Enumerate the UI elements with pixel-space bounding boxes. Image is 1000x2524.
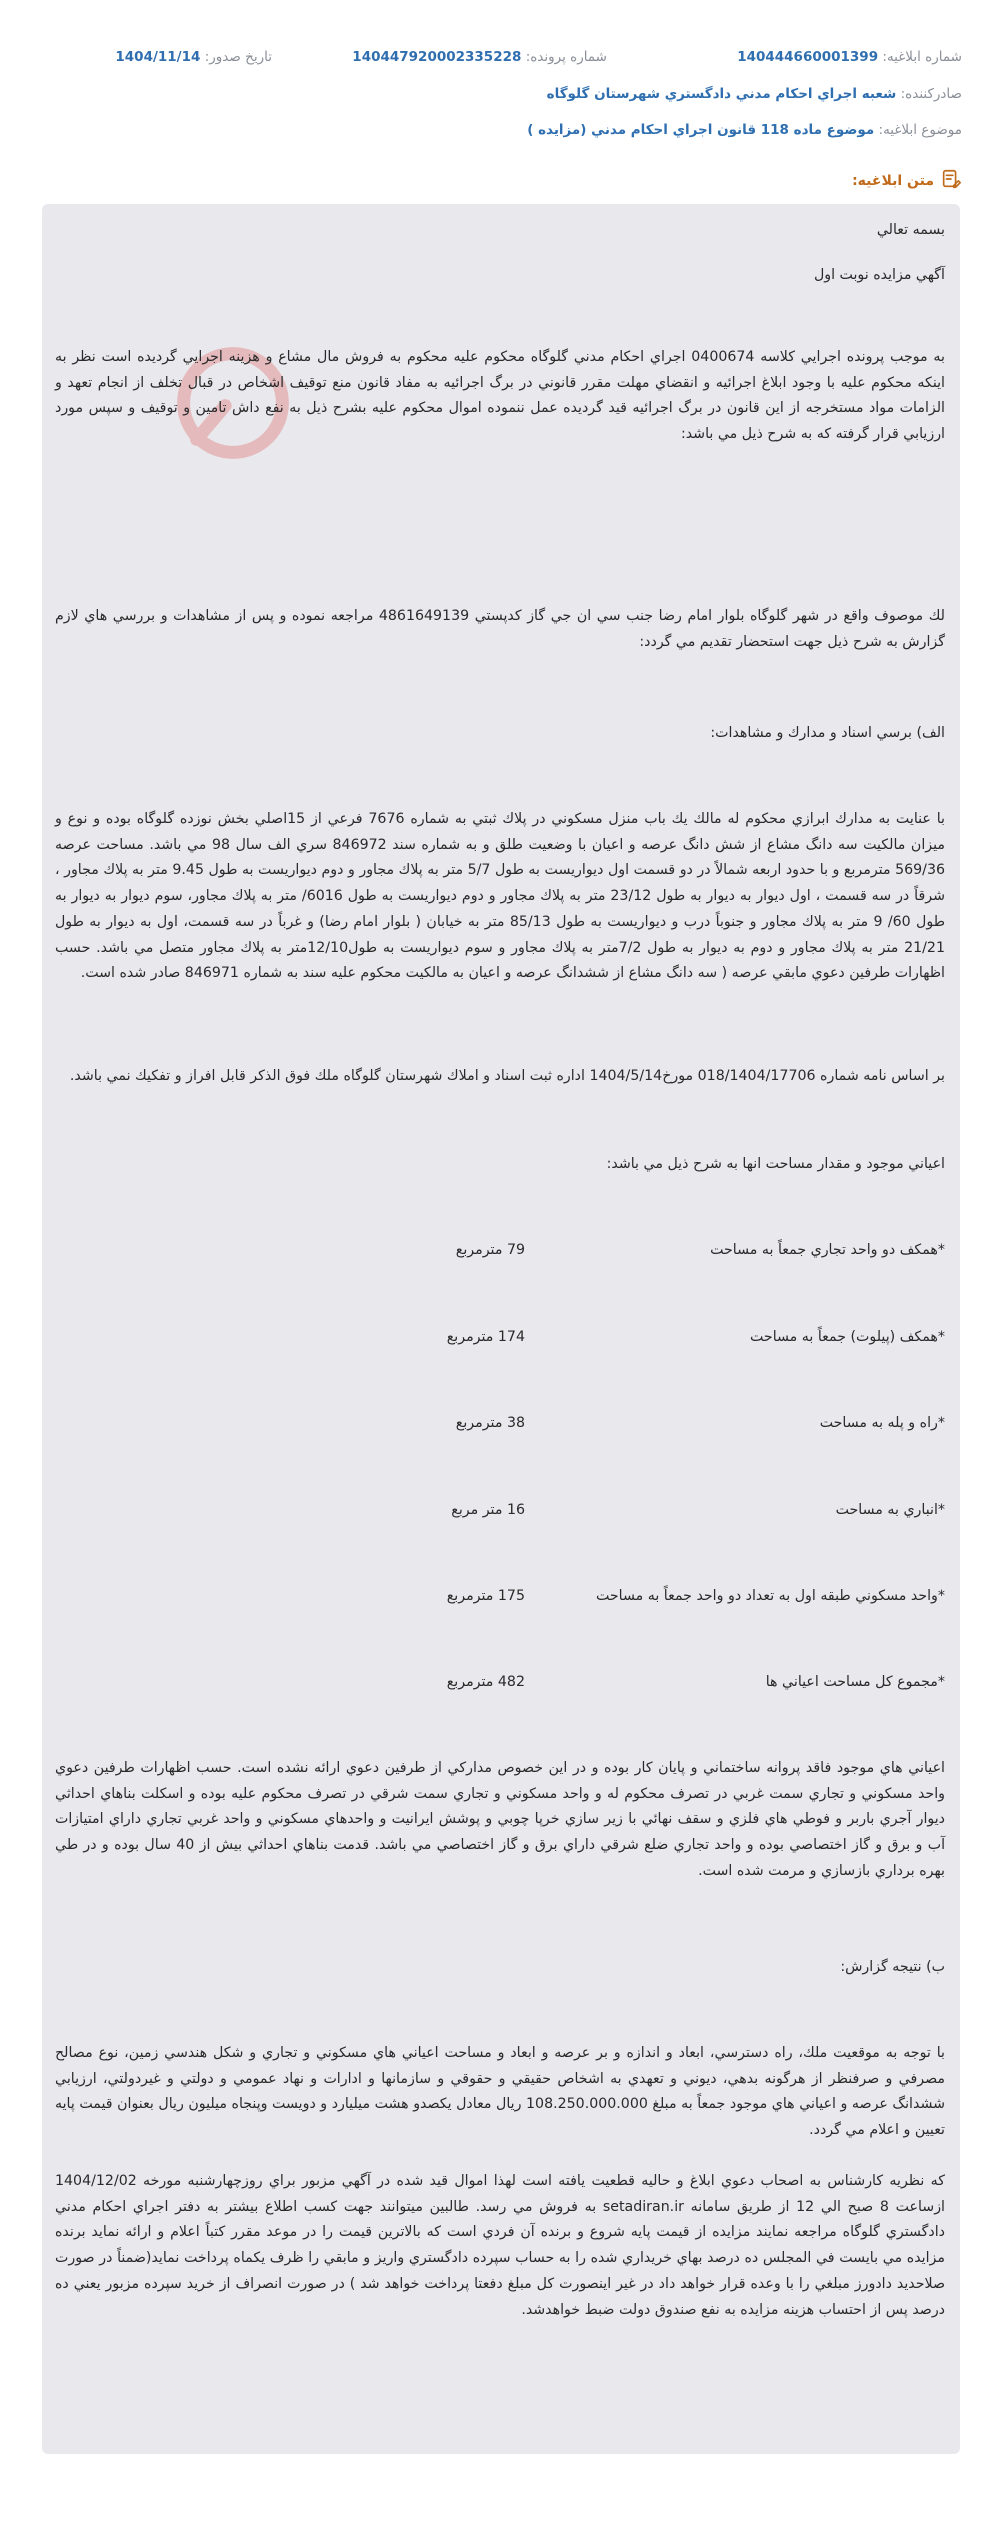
notice-number-label: شماره ابلاغيه: [882,49,962,65]
paragraph-valuation: با توجه به موقعيت ملك، راه دسترسي، ابعاد و اندازه و بر عرصه و ابعاد و مساحت اعياني هاي مسكوني و تجاري و شكل هندسي زمين، نوع مصالح مصرفي و صرفنظر از هرگونه بدهي، ديوني و تعهدي به اشخاص حقيقي و حقوقي و سازمانها و ادارات و نهاد عمومي و دولتي و غيردولتي، ارزيابي ششدانگ عرصه و اعياني هاي موجود جمعاً به مبلغ 108.250.000.000 ريال معادل يكصدو هشت ميليارد و دويست وپنجاه ميليون ريال بعنوان قيمت پايه تعيين و اعلام مي گردد. [55,2045,945,2139]
building-item-area: 174 مترمربع [446,1329,525,1345]
paragraph-location: لك موصوف واقع در شهر گلوگاه بلوار امام رضا جنب سي ان جي گاز كدپستي 4861649139 مراجعه نموده و پس از مشاهدات و بررسي هاي لازم گزارش به شرح ذيل جهت استحضار تقديم مي گردد: [55,608,945,650]
paragraph-intro: به موجب پرونده اجرايي كلاسه 0400674 اجراي احكام مدني گلوگاه محكوم عليه محكوم به فروش مال مشاع و هزينه اجرايي گرديده است نظر به اينكه محكوم عليه با وجود ابلاغ اجرائيه و انقضاي مهلت مقرر قانوني در برگ اجرائيه به مفاد قانون منع توقيف اشخاص در قبال تخلف از انجام تعهد و الزامات مواد مستخرجه از اين قانون در برگ اجرائيه قيد گرديده عمل ننموده اموال محكوم عليه بشرح ذيل به نفع داش تامين و توقيف و سپس مورد ارزيابي قرار گرفته كه به شرح ذيل مي باشد: [55,349,945,443]
subject-value: موضوع ماده 118 قانون اجراي احكام مدني (مزايده ) [527,122,875,138]
building-item-label: *همكف (پيلوت) جمعاً به مساحت [750,1329,945,1345]
building-item-label: *واحد مسكوني طبقه اول به تعداد دو واحد جمعاً به مساحت [595,1588,945,1604]
case-number-value: 140447920002335228 [352,49,522,65]
building-item-area: 16 متر مربع [451,1502,525,1518]
buildings-intro: اعياني موجود و مقدار مساحت انها به شرح ذيل مي باشد: [606,1156,945,1172]
paragraph-ownership: با عنايت به مدارك ابرازي محكوم له مالك يك باب منزل مسكوني در پلاك ثبتي به شماره 7676 فرعي از 15اصلي بخش نوزده گلوگاه بوده و نوع و ميزان مالكيت سه دانگ مشاع از شش دانگ عرصه و اعيان با وضعيت طلق و به شماره سند 846972 سري الف سال 98 مي باشد. مساحت عرصه 569/36 مترمربع و با حدود اربعه شمالاً در دو قسمت اول ديواريست به طول 5/7 متر به پلاك مجاور و دوم ديواريست به طول 9.45 متر به پلاك مجاور ، شرقاً در سه قسمت ، اول ديوار به ديوار به طول 23/12 متر به پلاك مجاور و دوم ديواريست به طول 6016/ متر به پلاك مجاور، سوم ديوار به ديوار به طول 60/ 9 متر به پلاك مجاور و جنوباً درب و ديواريست به طول 85/13 متر به خيابان ( بلوار امام رضا) و غرباً در سه قسمت، اول به ديوار به طول 21/21 متر به پلاك مجاور و دوم به ديوار به طول 7/2متر به پلاك مجاور و سوم ديواريست به طول12/10متر به پلاك مجاور متصل مي باشد. حسب اظهارات طرفين دعوي مابقي عرصه ( سه دانگ مشاع از ششدانگ عرصه و اعيان به مالكيت محكوم عليه سند به شماره 846971 صادر شده است. [55,811,946,982]
section-b-heading: ب) نتيجه گزارش: [840,1959,945,1975]
building-item-area: 79 مترمربع [455,1242,525,1258]
document-edit-icon [940,168,962,194]
case-number [352,47,607,67]
building-item-label: *همكف دو واحد تجاري جمعاً به مساحت [710,1242,945,1258]
subject-row [38,120,962,140]
notice-number [737,47,962,67]
issuer-label: صادرکننده: [900,86,962,102]
notice-heading: آگهي مزايده نوبت اول [813,267,945,283]
building-item-area: 482 مترمربع [446,1674,525,1690]
case-number-label: شماره پرونده: [525,49,607,65]
subject-label: موضوع ابلاغيه: [878,122,962,138]
building-item-label: *انباري به مساحت [835,1502,945,1518]
paragraph-registry-letter: بر اساس نامه شماره 018/1404/17706 مورخ1404/5/14 اداره ثبت اسناد و املاك شهرستان گلوگاه ملك فوق الذكر قابل افراز و تفكيك نمي باشد. [69,1068,945,1084]
notice-number-value: 140444660001399 [737,49,879,65]
issuer-value: شعبه اجراي احكام مدني دادگستري شهرستان گلوگاه [546,86,897,102]
issuer-row [38,84,962,104]
building-item-label: *مجموع كل مساحت اعياني ها [765,1674,945,1690]
paragraph-auction-terms: كه نظريه كارشناس به اصحاب دعوي ابلاغ و حاليه قطعيت يافته است لهذا اموال قيد شده در آگهي مزبور براي روزچهارشنبه مورخه 1404/12/02 ازساعت 8 صبح الي 12 از طريق سامانه setadiran.ir به فروش مي رسد. طالبين ميتوانند جهت كسب اطلاع بيشتر به دفتر اجراي احكام مدني دادگستري گلوگاه مراجعه نمايند مزايده از قيمت پايه شروع و برنده آن فردي است كه بالاترين قيمت را در موعد مقرر كتباً اعلام و ارائه نمايد برنده مزايده مي بايست في المجلس ده درصد بهاي خريداري شده را به حساب سپرده دادگستري واريز و مابقي را ظرف يكماه پرداخت نمايد(ضمناً در صورت صلاحديد دادورز مبلغي را با وعده قرار خواهد داد در غير اينصورت كل مبلغ دفعتا پرداخت خواهد شد ) در صورت انصراف از خريد سپرده مزبور يعني ده درصد پس از احتساب هزينه مزايده به نفع صندوق دولت ضبط خواهدشد. [55,2173,945,2318]
notice-text-title: متن ابلاغيه: [852,173,934,189]
basmala: بسمه تعالي [876,222,945,238]
building-item-area: 38 مترمربع [455,1415,525,1431]
issue-date-value: 1404/11/14 [115,49,201,65]
paragraph-building-details: اعياني هاي موجود فاقد پروانه ساختماني و پايان كار بوده و در اين خصوص مداركي از طرفين دعوي ارائه نشده است. حسب اظهارات طرفين دعوي واحد مسكوني و تجاري سمت غربي در تصرف محكوم له و واحد مسكوني و تجاري سمت شرقي در تصرف محكوم عليه بوده و اسكلت بناهاي احداثي ديوار آجري باربر و فوطي هاي فلزي و سقف نهائي با زير سازي خرپا چوبي و پوشش ايرانيت و واحدهاي مسكوني و واحد غربي تجاري داراي امتيازات آب و برق و گاز اختصاصي بوده و واحد تجاري ضلع شرقي داراي برق و گاز اختصاصي مي باشد. قدمت بناهاي احداثي بيش از 40 سال بوده و در طي بهره برداري بازسازي و مرمت شده است. [55,1760,946,1879]
issue-date-label: تاريخ صدور: [204,49,272,65]
issue-date [115,47,272,67]
notice-text-header [852,168,962,194]
section-a-heading: الف) برسي اسناد و مدارك و مشاهدات: [710,725,945,741]
building-item-area: 175 مترمربع [446,1588,525,1604]
building-item-label: *راه و پله به مساحت [819,1415,945,1431]
